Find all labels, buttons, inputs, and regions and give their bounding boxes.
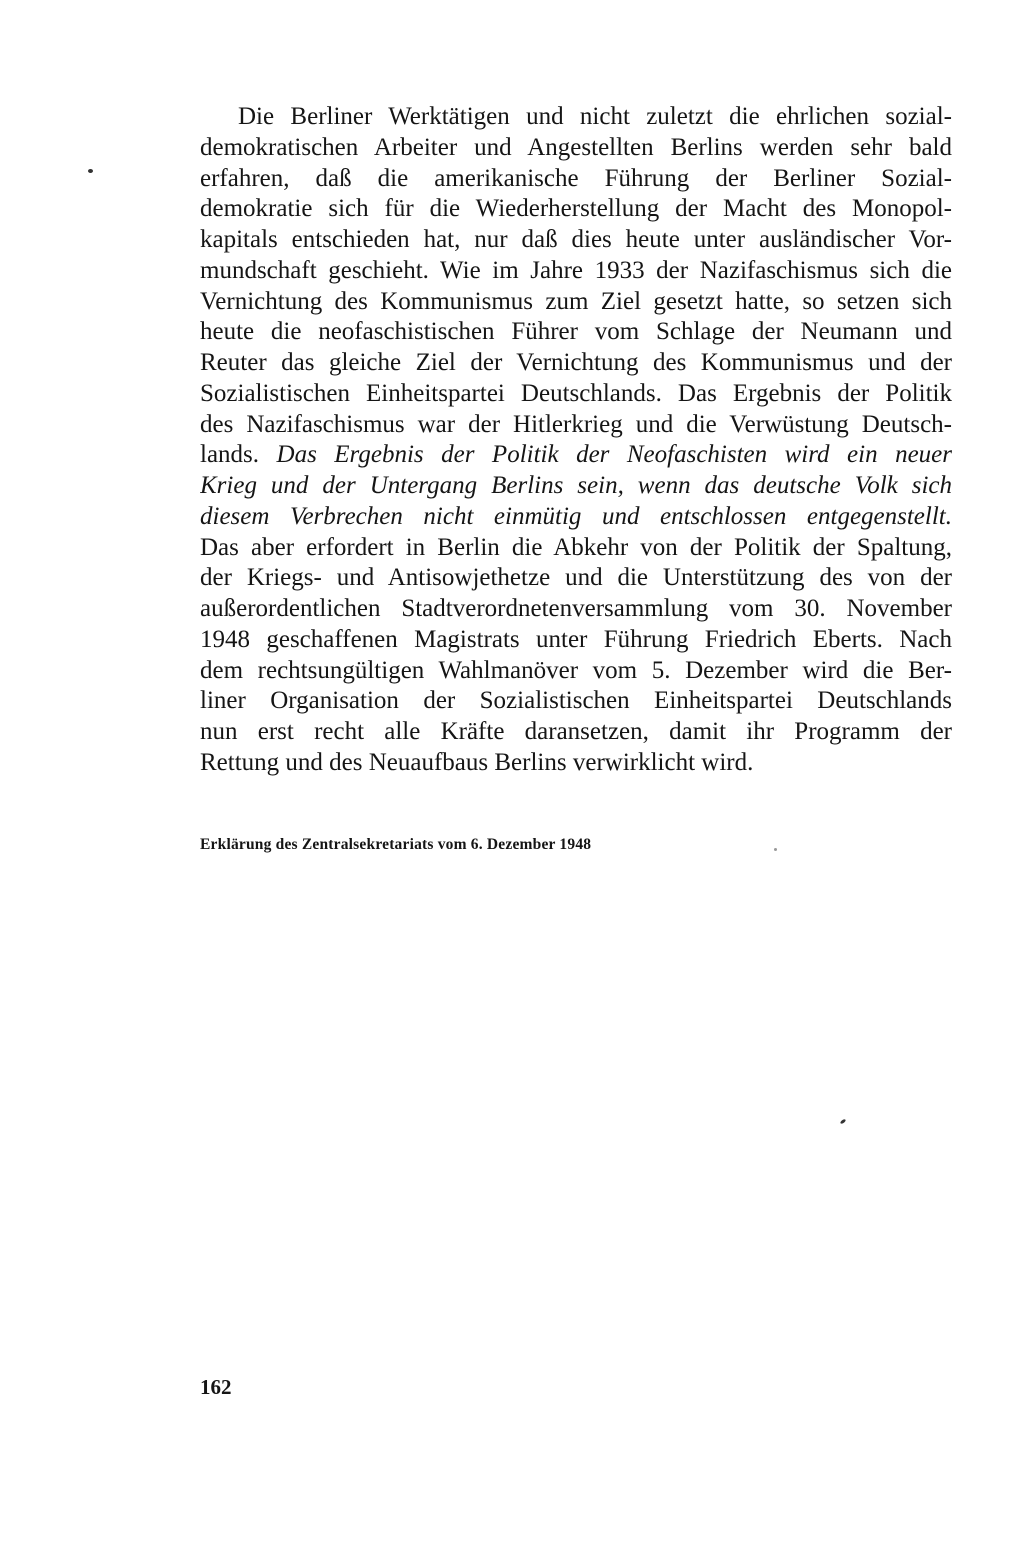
- text-line: Vernichtung des Kommunismus zum Ziel gesetzt hatte, so setzen sich: [200, 287, 952, 315]
- text-line: der Kriegs- und Antisowjethetze und die Unterstützung des von der: [200, 564, 952, 592]
- page-number: 162: [200, 1375, 232, 1399]
- scan-speck-mark: [88, 169, 93, 173]
- text-line: heute die neofaschistischen Führer vom Schlage der Neumann und: [200, 318, 952, 346]
- text-line: außerordentlichen Stadtverordnetenversammlung vom 30. November: [200, 595, 952, 622]
- text-line: Rettung und des Neuaufbaus Berlins verwirklicht wird.: [200, 748, 754, 776]
- text-line: diesem Verbrechen nicht einmütig und entschlossen entgegenstellt.: [200, 502, 952, 530]
- text-line: dem rechtsungültigen Wahlmanöver vom 5. Dezember wird die Ber-: [200, 656, 952, 684]
- text-line: nun erst recht alle Kräfte daransetzen, damit ihr Programm der: [200, 718, 952, 745]
- text-line: Krieg und der Untergang Berlins sein, wenn das deutsche Volk sich: [200, 472, 952, 499]
- text-line: demokratie sich für die Wiederherstellung der Macht des Monopol-: [200, 195, 952, 223]
- scan-speck-mark: [840, 1119, 847, 1125]
- body-text: [200, 102, 952, 779]
- scan-speck-mark: [774, 848, 777, 851]
- text-line: erfahren, daß die amerikanische Führung der Berliner Sozial-: [200, 164, 952, 192]
- text-line: Die Berliner Werktätigen und nicht zuletzt die ehrlichen sozial-: [238, 103, 952, 130]
- italic-emphasis: Das Ergebnis der Politik der Neofaschisten wird ein neuer: [276, 441, 952, 469]
- text-line: Reuter das gleiche Ziel der Vernichtung des Kommunismus und der: [200, 349, 952, 376]
- text-line: mundschaft geschieht. Wie im Jahre 1933 der Nazifaschismus sich die: [200, 256, 952, 284]
- source-attribution: Erklärung des Zentralsekretariats vom 6. Dezember 1948: [200, 836, 592, 853]
- text-line: lands. Das Ergebnis der Politik der Neofaschisten wird ein neuer: [200, 441, 952, 469]
- text-line: liner Organisation der Sozialistischen Einheitspartei Deutschlands: [200, 687, 952, 715]
- text-line: kapitals entschieden hat, nur daß dies heute unter ausländischer Vor-: [200, 226, 952, 253]
- text-line: des Nazifaschismus war der Hitlerkrieg und die Verwüstung Deutsch-: [200, 410, 952, 438]
- text-line: Das aber erfordert in Berlin die Abkehr von der Politik der Spaltung,: [200, 533, 952, 561]
- text-line: Sozialistischen Einheitspartei Deutschlands. Das Ergebnis der Politik: [200, 379, 952, 407]
- text-line: 1948 geschaffenen Magistrats unter Führung Friedrich Eberts. Nach: [200, 625, 952, 653]
- text-line: demokratischen Arbeiter und Angestellten Berlins werden sehr bald: [200, 133, 952, 161]
